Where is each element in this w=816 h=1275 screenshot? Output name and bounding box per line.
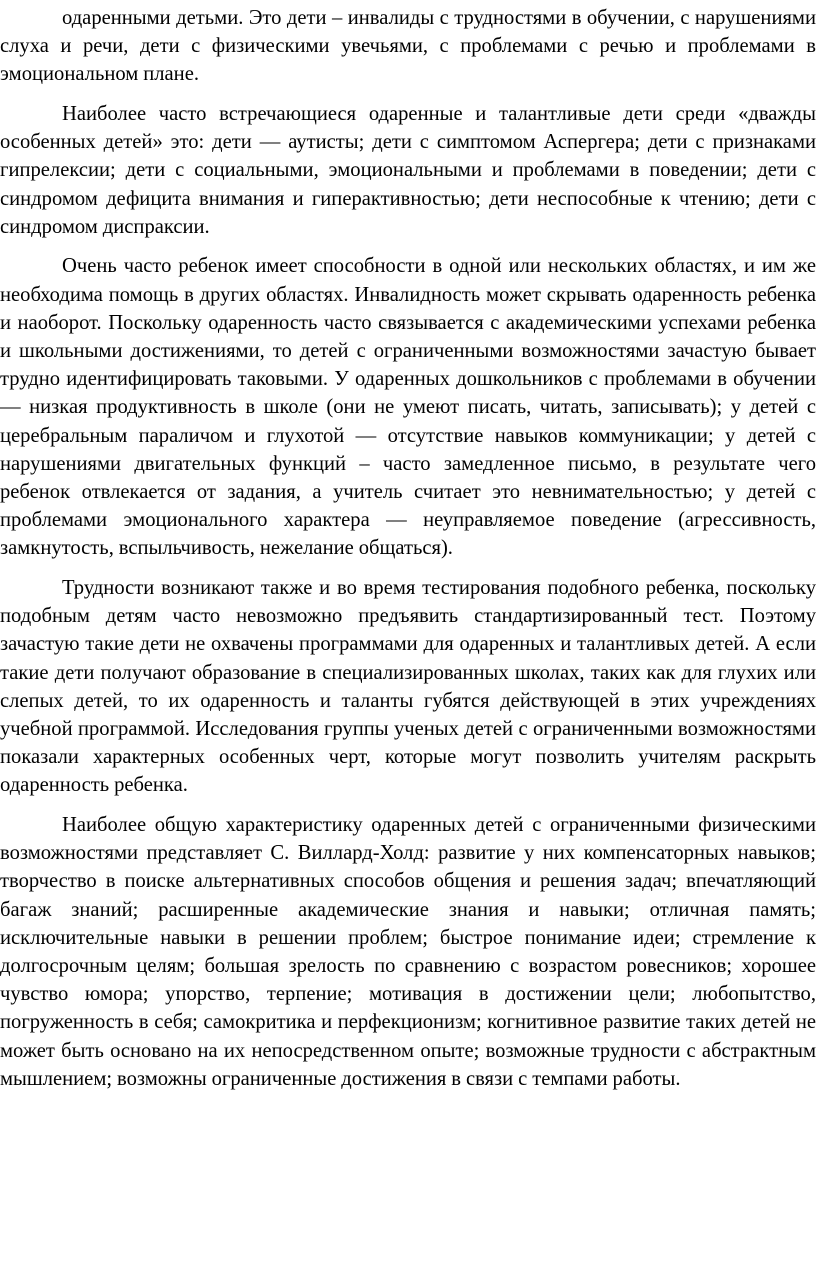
paragraph-twice-exceptional-types: Наиболее часто встречающиеся одаренные и талантливые дети среди «дважды особенных детей» это: дети — аутисты; дети с симптомом Аспергера; дети с признаками гипрелексии; дети с социальными, эмоциональными и проблемами в поведении; дети с синдромом дефицита внимания и гиперактивностью; дети неспособные к чтению; дети с синдромом диспраксии. [0,103,816,238]
paragraph-continuation: одаренными детьми. Это дети – инвалиды с трудностями в обучении, с нарушениями слуха и речи, дети с физическими увечьями, с проблемами с речью и проблемами в эмоциональном плане. [0,7,816,86]
paragraph-general-characteristics: Наиболее общую характеристику одаренных детей с ограниченными физическими возможностями представляет С. Виллард-Холд: развитие у них компенсаторных навыков; творчество в поиске альтернативных способов общения и решения задач; впечатляющий багаж знаний; расширенные академические знания и навыки; отличная память; исключительные навыки в решении проблем; быстрое понимание идеи; стремление к долгосрочным целям; большая зрелость по сравнению с возрастом ровесников; хорошее чувство юмора; упорство, терпение; мотивация в достижении цели; любопытство, погруженность в себя; самокритика и перфекционизм; когнитивное развитие таких детей не может быть основано на их непосредственном опыте; возможные трудности с абстрактным мышлением; возможны ограниченные достижения в связи с темпами работы. [0,814,816,1090]
paragraph-disability-masks-giftedness: Очень часто ребенок имеет способности в одной или нескольких областях, и им же необходима помощь в других областях. Инвалидность может скрывать одаренность ребенка и наоборот. Поскольку одаренность часто связывается с академическими успехами ребенка и школьными достижениями, то детей с ограниченными возможностями зачастую бывает трудно идентифицировать таковыми. У одаренных дошкольников с проблемами в обучении — низкая продуктивность в школе (они не умеют писать, читать, записывать); у детей с церебральным параличом и глухотой — отсутствие навыков коммуникации; у детей с нарушениями двигательных функций – часто замедленное письмо, в результате чего ребенок отвлекается от задания, а учитель считает это невнимательностью; у детей с проблемами эмоционального характера — неуправляемое поведение (агрессивность, замкнутость, вспыльчивость, нежелание общаться). [0,255,816,560]
paragraph-testing-difficulties: Трудности возникают также и во время тестирования подобного ребенка, поскольку подобным детям часто невозможно предъявить стандартизированный тест. Поэтому зачастую такие дети не охвачены программами для одаренных и талантливых детей. А если такие дети получают образование в специализированных школах, таких как для глухих или слепых детей, то их одаренность и таланты губятся действующей в этих учреждениях учебной программой. Исследования группы ученых детей с ограниченными возможностями показали характерных особенных черт, которые могут позволить учителям раскрыть одаренность ребенка. [0,577,816,797]
